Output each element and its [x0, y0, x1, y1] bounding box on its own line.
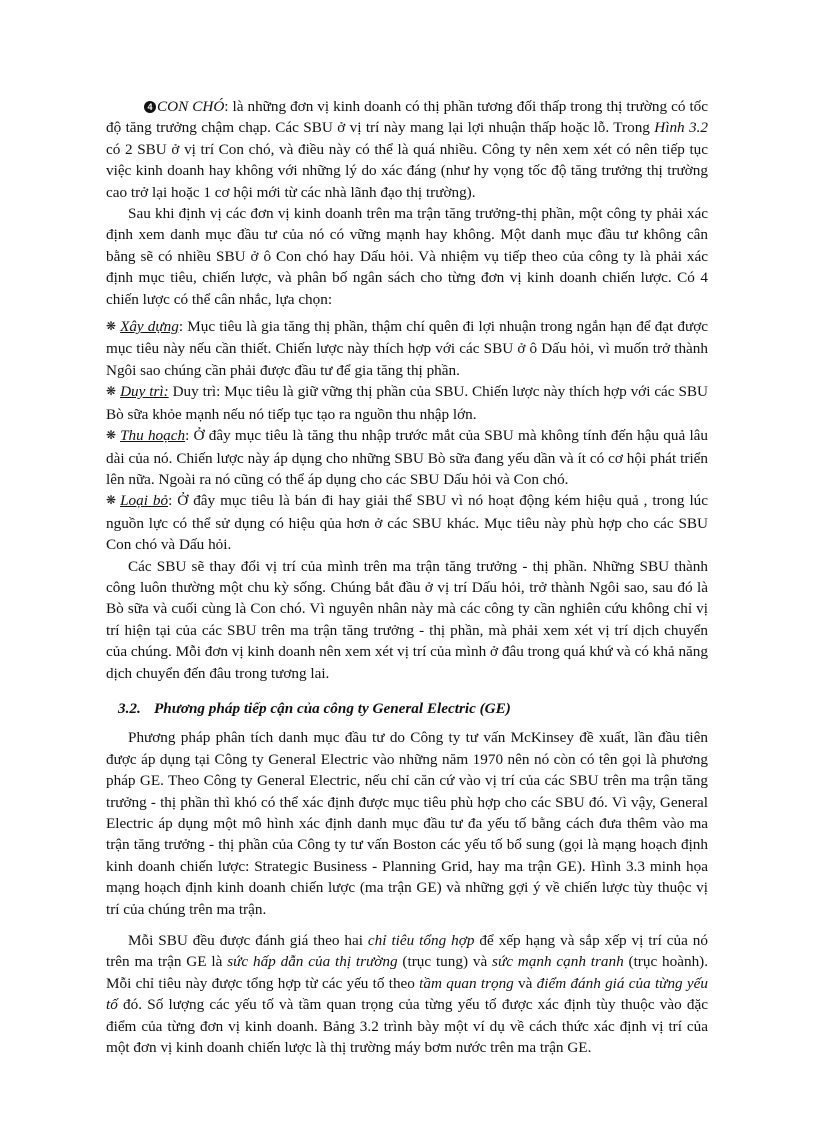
- emphasis-text: chỉ tiêu tổng hợp: [367, 932, 475, 950]
- paragraph-text: có 2 SBU ở vị trí Con chó, và điều này có thể là quá nhiều. Công ty nên xem xét có nên tiếp tục việc kinh doanh hay không với những lý do xác đáng (như hy vọng tốc độ tăng trưởng thị trường cao trở lại hoặc 1 cơ hội mới từ các nhà lãnh đạo thị trường).: [106, 140, 708, 201]
- paragraph-sbu-lifecycle: Các SBU sẽ thay đổi vị trí của mình trên ma trận tăng trưởng - thị phần. Những SBU thành công luôn thường một chu kỳ sống. Chúng bắt đầu ở vị trí Dấu hỏi, trở thành Ngôi sao, sau đó là Bò sữa và cuối cùng là Con chó. Vì nguyên nhân này mà các công ty cần nghiên cứu không chỉ vị trí hiện tại của các SBU trên ma trận tăng trưởng - thị phần, mà phải xem xét vị trí dịch chuyển của chúng. Mỗi đơn vị kinh doanh nên xem xét vị trí của mình ở đâu trong quá khứ và có khả năng dịch chuyển đến đâu trong tương lai.: [106, 557, 708, 682]
- emphasis-text: điểm đánh giá của từng yếu tố: [106, 974, 708, 1014]
- section-title: Phương pháp tiếp cận của công ty General Electric (GE): [154, 699, 511, 717]
- strategy-item-thu-hoach: [106, 425, 708, 490]
- paragraph-con-cho: [106, 96, 708, 203]
- section-heading: [118, 698, 708, 719]
- paragraph-text: : là những đơn vị kinh doanh có thị phần tương đối thấp trong thị trường có tốc độ tăng trưởng chậm chạp. Các SBU ở vị trí này mang lại lợi nhuận thấp hoặc lỗ. Trong: [106, 98, 708, 137]
- term-con-cho: CON CHÓ: [157, 98, 225, 115]
- paragraph-portfolio: Sau khi định vị các đơn vị kinh doanh trên ma trận tăng trưởng-thị phần, một công ty phải xác định xem danh mục đầu tư của nó có vững mạnh hay không. Một danh mục đầu tư không cân bằng sẽ có nhiều SBU ở ô Con chó hay Dấu hỏi. Và nhiệm vụ tiếp theo của công ty là phải xác định mục tiêu, chiến lược, và phân bố ngân sách cho từng đơn vị kinh doanh chiến lược. Có 4 chiến lược có thể cân nhắc, lựa chọn:: [106, 205, 708, 308]
- strategy-term: Duy trì:: [120, 383, 169, 401]
- strategy-item-loai-bo: [106, 490, 708, 555]
- numbered-badge-icon: 4: [144, 101, 156, 113]
- document-page: [106, 96, 708, 1058]
- asterisk-bullet-icon: ❋: [106, 319, 117, 334]
- strategy-text: Duy trì: Mục tiêu là giữ vững thị phần của SBU. Chiến lược này thích hợp với các SBU Bò sữa khỏe mạnh nếu nó tiếp tục tạo ra nguồn thu nhập lớn.: [106, 383, 708, 423]
- emphasis-text: tầm quan trọng: [419, 974, 514, 992]
- emphasis-text: sức mạnh cạnh tranh: [492, 953, 624, 971]
- strategy-item-duy-tri: [106, 381, 708, 425]
- paragraph-text: đó. Số lượng các yếu tố và tầm quan trọng của từng yếu tố được xác định tùy thuộc vào đặc điểm của từng đơn vị kinh doanh. Bảng 3.2 trình bày một ví dụ về cách thức xác định vị trí của một đơn vị kinh doanh chiến lược là thị trường máy bơm nước trên ma trận GE.: [106, 996, 708, 1057]
- paragraph-text: (trục hoành). Mỗi chỉ tiêu này được tổng hợp từ các yếu tố theo: [106, 953, 709, 992]
- strategy-text: : Mục tiêu là gia tăng thị phần, thậm chí quên đi lợi nhuận trong ngắn hạn để đạt được mục tiêu này nếu cần thiết. Chiến lược này thích hợp với các SBU ở ô Dấu hỏi, vì muốn trở thành Ngôi sao chúng cần phải được đầu tư để gia tăng thị phần.: [106, 318, 708, 379]
- strategy-text: : Ở đây mục tiêu là tăng thu nhập trước mắt của SBU mà không tính đến hậu quả lâu dài của nó. Chiến lược này áp dụng cho những SBU Bò sữa đang yếu dần và ít có cơ hội phát triển lên nữa. Ngoài ra nó cũng có thể áp dụng cho các SBU Dấu hỏi và Con chó.: [106, 427, 708, 488]
- asterisk-bullet-icon: ❋: [106, 428, 117, 443]
- paragraph-text: Mỗi SBU đều được đánh giá theo hai: [128, 932, 368, 950]
- paragraph-text: (trục tung) và: [397, 953, 493, 971]
- strategy-term: Xây dựng: [120, 318, 179, 336]
- asterisk-bullet-icon: ❋: [106, 493, 117, 508]
- paragraph-ge-method: Phương pháp phân tích danh mục đầu tư do Công ty tư vấn McKinsey đề xuất, lần đầu tiên được áp dụng tại Công ty General Electric vào những năm 1970 nên nó còn có tên gọi là phương pháp GE. Theo Công ty General Electric, nếu chỉ căn cứ vào vị trí của các SBU trên ma trận tăng trưởng - thị phần thì khó có thể xác định được mục tiêu phù hợp cho các SBU đó. Vì vậy, General Electric áp dụng một mô hình xác định danh mục đầu tư đa yếu tố bằng cách đưa thêm vào ma trận tăng trưởng - thị phần của Công ty tư vấn Boston các yếu tố bổ sung (gọi là mạng hoạch định kinh doanh chiến lược: Strategic Business - Planning Grid, hay ma trận GE). Hình 3.3 minh họa mạng hoạch định kinh doanh chiến lược (ma trận GE) và những gợi ý về chiến lược tùy thuộc vị trí của chúng trên ma trận.: [106, 729, 708, 918]
- paragraph-ge-criteria: [106, 930, 708, 1058]
- strategy-term: Loại bỏ: [120, 492, 169, 510]
- paragraph-text: và: [513, 974, 537, 992]
- paragraph-text: để xếp hạng và sắp xếp vị trí của nó trên ma trận GE là: [106, 932, 708, 971]
- asterisk-bullet-icon: ❋: [106, 384, 117, 399]
- strategy-item-xay-dung: [106, 316, 708, 381]
- section-number: 3.2.: [118, 699, 141, 717]
- strategy-list: [106, 316, 708, 555]
- strategy-term: Thu hoạch: [120, 427, 186, 445]
- strategy-text: : Ở đây mục tiêu là bán đi hay giải thể SBU vì nó hoạt động kém hiệu quả , trong lúc nguồn lực có thể sử dụng có hiệu qủa hơn ở các SBU khác. Mục tiêu này phù hợp cho các SBU Con chó và Dấu hỏi.: [106, 492, 709, 554]
- figure-reference: Hình 3.2: [654, 119, 709, 137]
- emphasis-text: sức hấp dẫn của thị trường: [227, 953, 398, 971]
